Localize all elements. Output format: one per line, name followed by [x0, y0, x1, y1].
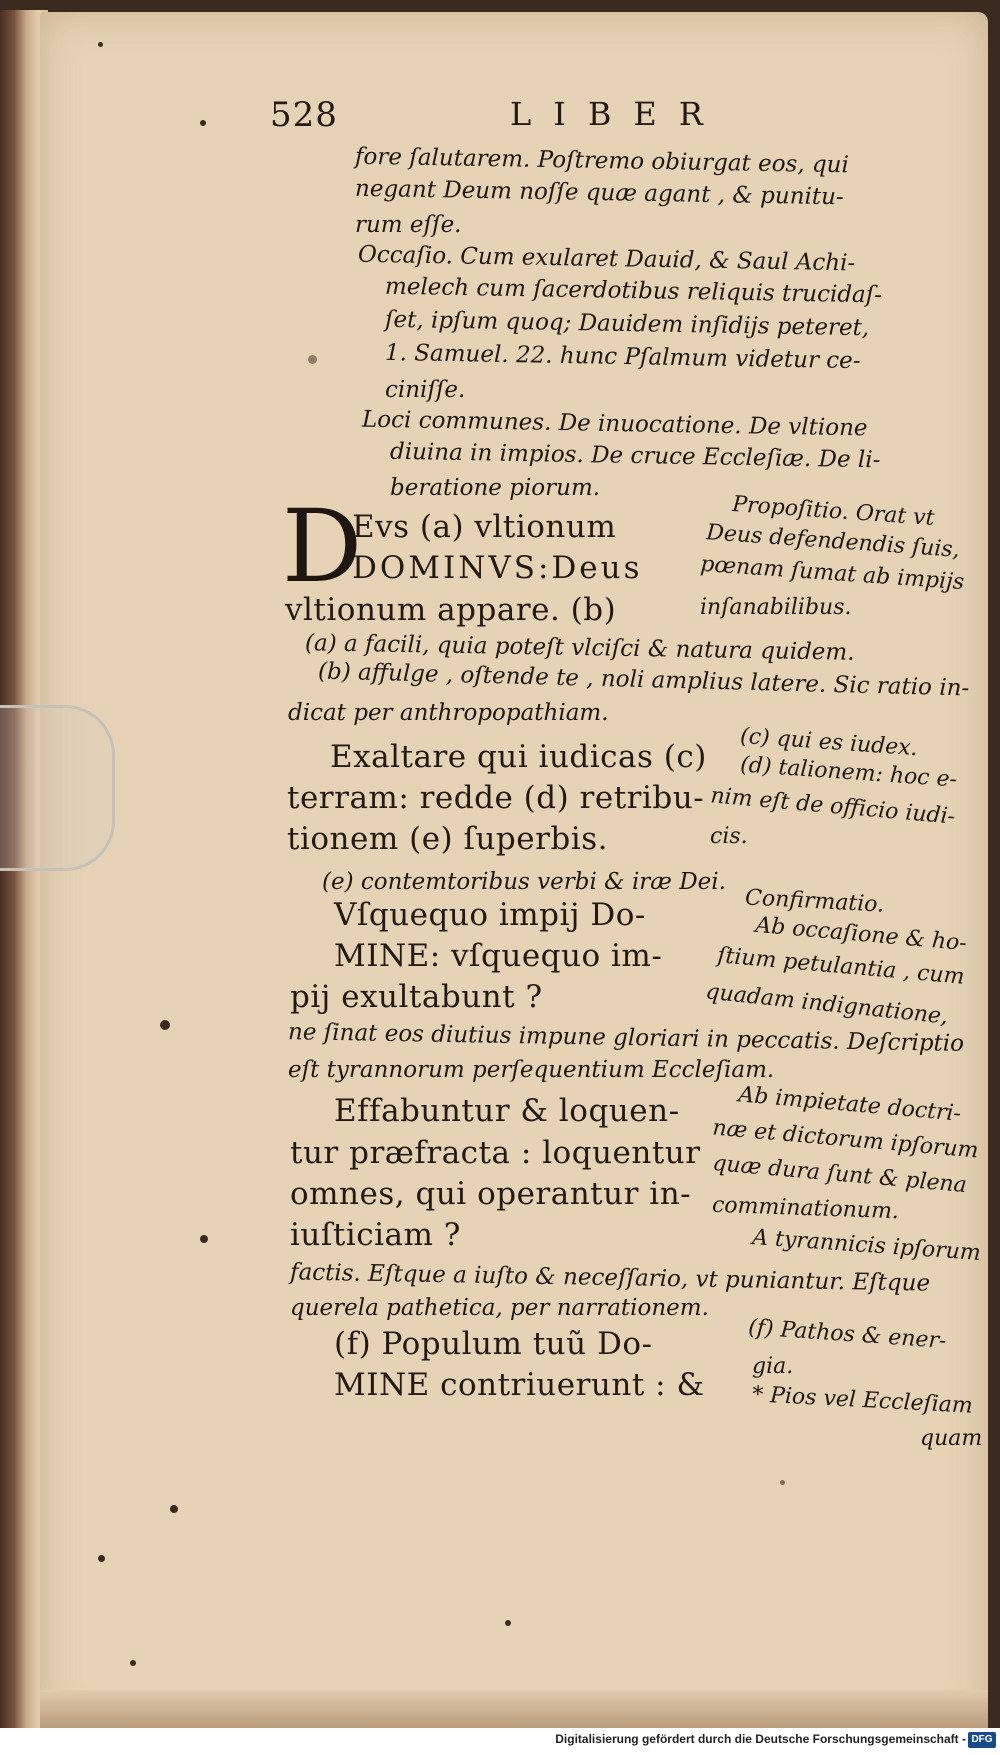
- intro-line: negant Deum noſſe quæ agant , & punitu-: [354, 175, 844, 211]
- dfg-logo: DFG: [968, 1732, 996, 1748]
- marginal-note: A tyrannicis ipſorum: [751, 1225, 982, 1266]
- verse-line: Effabuntur & loquen-: [334, 1093, 680, 1129]
- marginal-note: nim eſt de officio iudi-: [709, 783, 957, 830]
- marginal-note: inſanabilibus.: [700, 595, 852, 620]
- footnote-line: querela pathetica, per narrationem.: [290, 1295, 709, 1321]
- marginal-note: (f) Pathos & ener-: [747, 1315, 948, 1354]
- footnote-line: (a) a facili, quia poteſt vlciſci & natura quidem.: [304, 630, 855, 666]
- verse-line: Exaltare qui iudicas (c): [330, 739, 707, 775]
- footer-credit: Digitalisierung gefördert durch die Deutsche Forschungsgemeinschaft -: [555, 1732, 966, 1746]
- page-marker-clip: [0, 705, 115, 871]
- verse-line: (f) Populum tuũ Do-: [334, 1326, 653, 1362]
- footnote-line: eſt tyrannorum perſequentium Eccleſiam.: [288, 1057, 775, 1083]
- marginal-note: Deus defendendis ſuis,: [705, 520, 961, 563]
- intro-line: rum eſſe.: [355, 212, 462, 238]
- verse-line: pij exultabunt ?: [290, 979, 543, 1015]
- verse-line: tur præfracta : loquentur: [290, 1135, 701, 1171]
- marginal-note: * Pios vel Eccleſiam: [751, 1382, 974, 1419]
- marginal-note: (c) qui es iudex.: [739, 723, 919, 762]
- marginal-note: quæ dura ſunt & plena: [711, 1150, 968, 1199]
- verse-line: Evs (a) vltionum: [352, 509, 617, 545]
- intro-line: diuina in impios. De cruce Eccleſiæ. De li-: [389, 438, 881, 474]
- intro-line: melech cum ſacerdotibus reliquis trucidaſ-: [384, 273, 883, 309]
- digitization-footer: [0, 1728, 1000, 1755]
- drop-cap: D: [282, 488, 363, 605]
- intro-line: 1. Samuel. 22. hunc Pſalmum videtur ce-: [384, 339, 861, 375]
- foxing-spot: [505, 1620, 511, 1626]
- footnote-line: factis. Eſtque a iuſto & neceſſario, vt puniantur. Eſtque: [289, 1259, 931, 1297]
- verse-line: tionem (e) ſuperbis.: [287, 821, 608, 857]
- intro-line: Occaſio. Cum exularet Dauid, & Saul Achi-: [357, 241, 856, 277]
- foxing-spot: [200, 120, 206, 126]
- verse-line: iuſticiam ?: [290, 1217, 461, 1253]
- marginal-note: cis.: [710, 824, 748, 849]
- marginal-note: Ab occaſione & ho-: [754, 912, 968, 957]
- marginal-note: quam: [920, 1426, 983, 1451]
- intro-line: beratione piorum.: [390, 475, 601, 501]
- verse-line: Vſquequo impij Do-: [334, 897, 646, 933]
- footnote-line: (b) affulge , oſtende te , noli amplius latere. Sic ratio in-: [317, 658, 970, 702]
- page-edge: [40, 1690, 988, 1730]
- intro-line: Loci communes. De inuocatione. De vltione: [361, 406, 868, 442]
- marginal-note: pœnam ſumat ab impijs: [699, 551, 966, 596]
- foxing-spot: [200, 1235, 208, 1243]
- page-header: [270, 95, 750, 135]
- intro-line: fore ſalutarem. Poſtremo obiurgat eos, qui: [354, 143, 850, 179]
- footnote-line: ne ſinat eos diutius impune gloriari in peccatis. Deſcriptio: [287, 1019, 965, 1057]
- foxing-spot: [98, 42, 103, 47]
- marginal-note: Propoſitio. Orat vt: [731, 491, 936, 532]
- verse-line: terram: redde (d) retribu-: [287, 780, 705, 816]
- foxing-spot: [170, 1505, 178, 1513]
- foxing-spot: [160, 1020, 170, 1030]
- footnote-line: dicat per anthropopathiam.: [288, 700, 609, 726]
- verse-line: MINE contriuerunt : &: [334, 1367, 705, 1403]
- verse-line: omnes, qui operantur in-: [290, 1176, 692, 1212]
- marginal-note: Confirmatio.: [744, 885, 885, 918]
- verse-line: DOMINVS:Deus: [352, 550, 643, 586]
- verse-line: MINE: vſquequo im-: [334, 938, 663, 974]
- marginal-note: næ et dictorum ipſorum: [711, 1115, 980, 1164]
- marginal-note: (d) talionem: hoc e-: [739, 752, 958, 793]
- intro-line: ſet, ipſum quoq; Dauidem inſidijs peteret,: [384, 306, 870, 342]
- foxing-spot: [130, 1660, 136, 1666]
- footnote-line: (e) contemtoribus verbi & iræ Dei.: [322, 869, 726, 895]
- marginal-note: quadam indignatione,: [704, 979, 950, 1030]
- running-title: LIBER: [510, 95, 725, 133]
- page-number: 528: [270, 95, 338, 135]
- marginal-note: Ab impietate doctri-: [737, 1082, 963, 1127]
- foxing-spot: [98, 1555, 105, 1562]
- foxing-spot: [308, 355, 317, 364]
- foxing-spot: [780, 1480, 785, 1485]
- marginal-note: ſtium petulantia , cum: [716, 943, 966, 990]
- verse-line: vltionum appare. (b): [285, 592, 617, 628]
- marginal-note: comminationum.: [711, 1192, 900, 1225]
- intro-line: ciniſſe.: [385, 377, 466, 403]
- marginal-note: gia.: [752, 1354, 794, 1379]
